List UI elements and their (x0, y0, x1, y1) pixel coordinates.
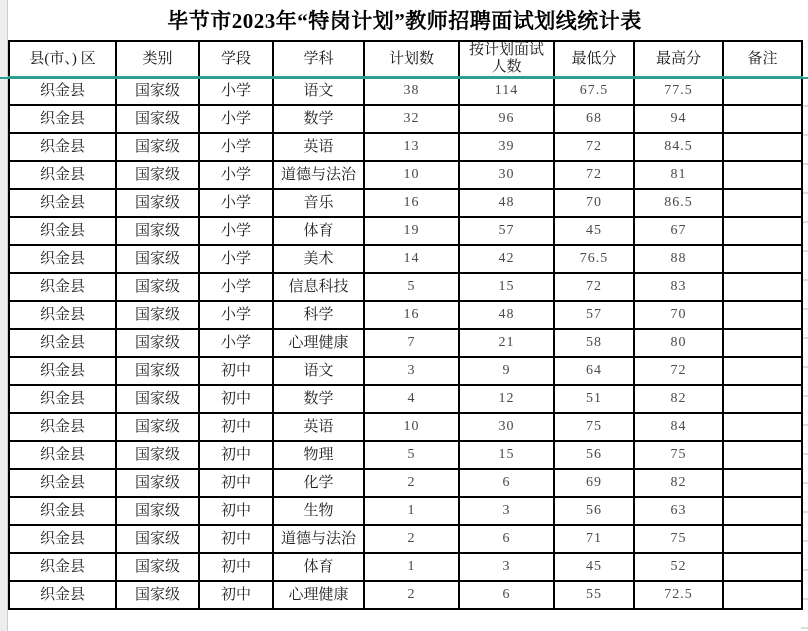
cell-county[interactable]: 织金县 (9, 77, 116, 105)
cell-max-score[interactable]: 75 (634, 441, 723, 469)
cell-interviewee-count[interactable]: 39 (459, 133, 554, 161)
cell-subject[interactable]: 物理 (273, 441, 364, 469)
cell-remark[interactable] (723, 553, 802, 581)
cell-category[interactable]: 国家级 (116, 497, 199, 525)
column-header-max-score[interactable]: 最高分 (634, 41, 723, 77)
cell-category[interactable]: 国家级 (116, 77, 199, 105)
cell-county[interactable]: 织金县 (9, 441, 116, 469)
cell-interviewee-count[interactable]: 3 (459, 497, 554, 525)
cell-remark[interactable] (723, 217, 802, 245)
cell-remark[interactable] (723, 301, 802, 329)
cell-category[interactable]: 国家级 (116, 273, 199, 301)
cell-subject[interactable]: 科学 (273, 301, 364, 329)
cell-min-score[interactable]: 72 (554, 161, 634, 189)
cell-max-score[interactable]: 86.5 (634, 189, 723, 217)
cell-subject[interactable]: 道德与法治 (273, 161, 364, 189)
cell-planned-count[interactable]: 16 (364, 301, 459, 329)
table-header (9, 41, 802, 77)
table-row (9, 525, 802, 553)
cell-subject[interactable]: 化学 (273, 469, 364, 497)
cell-min-score[interactable]: 76.5 (554, 245, 634, 273)
cell-max-score[interactable]: 81 (634, 161, 723, 189)
cell-min-score[interactable]: 69 (554, 469, 634, 497)
cell-stage[interactable]: 小学 (199, 329, 273, 357)
cell-remark[interactable] (723, 133, 802, 161)
cell-subject[interactable]: 数学 (273, 105, 364, 133)
cell-stage[interactable]: 小学 (199, 273, 273, 301)
cell-max-score[interactable]: 82 (634, 469, 723, 497)
table-row (9, 413, 802, 441)
cell-subject[interactable]: 心理健康 (273, 329, 364, 357)
column-header-category[interactable]: 类别 (116, 41, 199, 77)
cell-interviewee-count[interactable]: 6 (459, 581, 554, 609)
column-header-planned-count[interactable]: 计划数 (364, 41, 459, 77)
cell-stage[interactable]: 初中 (199, 497, 273, 525)
cell-stage[interactable]: 初中 (199, 441, 273, 469)
cell-remark[interactable] (723, 189, 802, 217)
cell-county[interactable]: 织金县 (9, 189, 116, 217)
cell-planned-count[interactable]: 4 (364, 385, 459, 413)
cell-max-score[interactable]: 84 (634, 413, 723, 441)
cell-county[interactable]: 织金县 (9, 553, 116, 581)
cell-stage[interactable]: 小学 (199, 77, 273, 105)
cell-planned-count[interactable]: 3 (364, 357, 459, 385)
table-row (9, 329, 802, 357)
cell-subject[interactable]: 体育 (273, 217, 364, 245)
cell-min-score[interactable]: 56 (554, 441, 634, 469)
table-body (9, 77, 802, 609)
cell-subject[interactable]: 英语 (273, 413, 364, 441)
cell-min-score[interactable]: 72 (554, 133, 634, 161)
statistics-table (8, 40, 803, 610)
cell-interviewee-count[interactable]: 9 (459, 357, 554, 385)
cell-planned-count[interactable]: 2 (364, 525, 459, 553)
cell-interviewee-count[interactable]: 3 (459, 553, 554, 581)
cell-subject[interactable]: 英语 (273, 133, 364, 161)
cell-stage[interactable]: 小学 (199, 161, 273, 189)
cell-category[interactable]: 国家级 (116, 245, 199, 273)
cell-interviewee-count[interactable]: 48 (459, 301, 554, 329)
cell-remark[interactable] (723, 245, 802, 273)
cell-interviewee-count[interactable]: 15 (459, 441, 554, 469)
cell-min-score[interactable]: 55 (554, 581, 634, 609)
cell-planned-count[interactable]: 7 (364, 329, 459, 357)
table-row (9, 105, 802, 133)
cell-subject[interactable]: 心理健康 (273, 581, 364, 609)
table-row (9, 161, 802, 189)
cell-remark[interactable] (723, 413, 802, 441)
cell-max-score[interactable]: 72.5 (634, 581, 723, 609)
cell-county[interactable]: 织金县 (9, 161, 116, 189)
cell-county[interactable]: 织金县 (9, 217, 116, 245)
cell-stage[interactable]: 初中 (199, 385, 273, 413)
table-row (9, 357, 802, 385)
cell-min-score[interactable]: 64 (554, 357, 634, 385)
cell-planned-count[interactable]: 14 (364, 245, 459, 273)
cell-stage[interactable]: 小学 (199, 217, 273, 245)
cell-category[interactable]: 国家级 (116, 553, 199, 581)
cell-planned-count[interactable]: 5 (364, 441, 459, 469)
cell-county[interactable]: 织金县 (9, 385, 116, 413)
cell-remark[interactable] (723, 497, 802, 525)
table-row (9, 217, 802, 245)
header-row (9, 41, 802, 77)
cell-county[interactable]: 织金县 (9, 581, 116, 609)
cell-category[interactable]: 国家级 (116, 217, 199, 245)
cell-min-score[interactable]: 58 (554, 329, 634, 357)
cell-max-score[interactable]: 63 (634, 497, 723, 525)
column-header-min-score[interactable]: 最低分 (554, 41, 634, 77)
cell-county[interactable]: 织金县 (9, 105, 116, 133)
cell-remark[interactable] (723, 161, 802, 189)
cell-min-score[interactable]: 75 (554, 413, 634, 441)
table-row (9, 301, 802, 329)
cell-county[interactable]: 织金县 (9, 413, 116, 441)
cell-interviewee-count[interactable]: 21 (459, 329, 554, 357)
cell-planned-count[interactable]: 16 (364, 189, 459, 217)
cell-max-score[interactable]: 75 (634, 525, 723, 553)
cell-max-score[interactable]: 67 (634, 217, 723, 245)
cell-stage[interactable]: 初中 (199, 413, 273, 441)
table-row (9, 441, 802, 469)
cell-interviewee-count[interactable]: 12 (459, 385, 554, 413)
cell-planned-count[interactable]: 1 (364, 553, 459, 581)
cell-interviewee-count[interactable]: 30 (459, 161, 554, 189)
cell-max-score[interactable]: 83 (634, 273, 723, 301)
cell-max-score[interactable]: 77.5 (634, 77, 723, 105)
cell-category[interactable]: 国家级 (116, 329, 199, 357)
cell-subject[interactable]: 语文 (273, 77, 364, 105)
cell-subject[interactable]: 生物 (273, 497, 364, 525)
cell-interviewee-count[interactable]: 48 (459, 189, 554, 217)
cell-county[interactable]: 织金县 (9, 245, 116, 273)
table-row (9, 77, 802, 105)
cell-max-score[interactable]: 84.5 (634, 133, 723, 161)
sheet-edge-strip-left (0, 0, 8, 631)
cell-category[interactable]: 国家级 (116, 133, 199, 161)
cell-min-score[interactable]: 67.5 (554, 77, 634, 105)
cell-category[interactable]: 国家级 (116, 161, 199, 189)
cell-min-score[interactable]: 45 (554, 217, 634, 245)
cell-stage[interactable]: 初中 (199, 581, 273, 609)
cell-interviewee-count[interactable]: 6 (459, 469, 554, 497)
cell-category[interactable]: 国家级 (116, 189, 199, 217)
cell-stage[interactable]: 初中 (199, 469, 273, 497)
freeze-pane-line (0, 77, 808, 79)
table-row (9, 469, 802, 497)
cell-interviewee-count[interactable]: 114 (459, 77, 554, 105)
cell-stage[interactable]: 小学 (199, 301, 273, 329)
cell-max-score[interactable]: 88 (634, 245, 723, 273)
cell-planned-count[interactable]: 13 (364, 133, 459, 161)
cell-planned-count[interactable]: 10 (364, 161, 459, 189)
cell-category[interactable]: 国家级 (116, 357, 199, 385)
cell-stage[interactable]: 小学 (199, 189, 273, 217)
cell-remark[interactable] (723, 581, 802, 609)
cell-min-score[interactable]: 71 (554, 525, 634, 553)
cell-min-score[interactable]: 72 (554, 273, 634, 301)
table-row (9, 497, 802, 525)
cell-stage[interactable]: 初中 (199, 553, 273, 581)
cell-county[interactable]: 织金县 (9, 301, 116, 329)
cell-planned-count[interactable]: 38 (364, 77, 459, 105)
cell-min-score[interactable]: 70 (554, 189, 634, 217)
cell-planned-count[interactable]: 5 (364, 273, 459, 301)
table-row (9, 189, 802, 217)
table-row (9, 553, 802, 581)
cell-interviewee-count[interactable]: 57 (459, 217, 554, 245)
cell-category[interactable]: 国家级 (116, 581, 199, 609)
cell-planned-count[interactable]: 2 (364, 469, 459, 497)
cell-remark[interactable] (723, 525, 802, 553)
column-header-subject[interactable]: 学科 (273, 41, 364, 77)
cell-max-score[interactable]: 70 (634, 301, 723, 329)
cell-max-score[interactable]: 52 (634, 553, 723, 581)
cell-planned-count[interactable]: 19 (364, 217, 459, 245)
cell-subject[interactable]: 信息科技 (273, 273, 364, 301)
cell-interviewee-count[interactable]: 42 (459, 245, 554, 273)
cell-stage[interactable]: 小学 (199, 133, 273, 161)
cell-remark[interactable] (723, 469, 802, 497)
cell-interviewee-count[interactable]: 96 (459, 105, 554, 133)
cell-interviewee-count[interactable]: 30 (459, 413, 554, 441)
table-row (9, 385, 802, 413)
cell-stage[interactable]: 小学 (199, 105, 273, 133)
cell-subject[interactable]: 数学 (273, 385, 364, 413)
cell-planned-count[interactable]: 10 (364, 413, 459, 441)
cell-category[interactable]: 国家级 (116, 385, 199, 413)
cell-county[interactable]: 织金县 (9, 357, 116, 385)
cell-min-score[interactable]: 57 (554, 301, 634, 329)
cell-subject[interactable]: 语文 (273, 357, 364, 385)
cell-county[interactable]: 织金县 (9, 469, 116, 497)
cell-category[interactable]: 国家级 (116, 413, 199, 441)
cell-remark[interactable] (723, 105, 802, 133)
cell-min-score[interactable]: 51 (554, 385, 634, 413)
cell-interviewee-count[interactable]: 6 (459, 525, 554, 553)
cell-subject[interactable]: 体育 (273, 553, 364, 581)
column-header-interviewee-count[interactable]: 按计划面试人数 (459, 41, 554, 77)
cell-county[interactable]: 织金县 (9, 133, 116, 161)
cell-remark[interactable] (723, 441, 802, 469)
cell-interviewee-count[interactable]: 15 (459, 273, 554, 301)
column-header-stage[interactable]: 学段 (199, 41, 273, 77)
cell-max-score[interactable]: 80 (634, 329, 723, 357)
table-row (9, 133, 802, 161)
cell-stage[interactable]: 初中 (199, 357, 273, 385)
cell-remark[interactable] (723, 385, 802, 413)
cell-planned-count[interactable]: 32 (364, 105, 459, 133)
cell-county[interactable]: 织金县 (9, 525, 116, 553)
cell-max-score[interactable]: 82 (634, 385, 723, 413)
table-row (9, 273, 802, 301)
cell-stage[interactable]: 小学 (199, 245, 273, 273)
cell-min-score[interactable]: 68 (554, 105, 634, 133)
table-row (9, 245, 802, 273)
cell-planned-count[interactable]: 2 (364, 581, 459, 609)
cell-remark[interactable] (723, 357, 802, 385)
cell-county[interactable]: 织金县 (9, 497, 116, 525)
cell-category[interactable]: 国家级 (116, 441, 199, 469)
cell-remark[interactable] (723, 77, 802, 105)
cell-county[interactable]: 织金县 (9, 329, 116, 357)
cell-remark[interactable] (723, 273, 802, 301)
column-header-remark[interactable]: 备注 (723, 41, 802, 77)
table-row (9, 581, 802, 609)
cell-subject[interactable]: 音乐 (273, 189, 364, 217)
cell-remark[interactable] (723, 329, 802, 357)
cell-min-score[interactable]: 45 (554, 553, 634, 581)
cell-max-score[interactable]: 72 (634, 357, 723, 385)
cell-category[interactable]: 国家级 (116, 525, 199, 553)
column-header-county[interactable]: 县(市、) 区 (9, 41, 116, 77)
page-title: 毕节市2023年“特岗计划”教师招聘面试划线统计表 (8, 0, 801, 40)
cell-category[interactable]: 国家级 (116, 301, 199, 329)
cell-category[interactable]: 国家级 (116, 469, 199, 497)
cell-category[interactable]: 国家级 (116, 105, 199, 133)
cell-max-score[interactable]: 94 (634, 105, 723, 133)
cell-planned-count[interactable]: 1 (364, 497, 459, 525)
cell-min-score[interactable]: 56 (554, 497, 634, 525)
cell-subject[interactable]: 道德与法治 (273, 525, 364, 553)
cell-subject[interactable]: 美术 (273, 245, 364, 273)
cell-stage[interactable]: 初中 (199, 525, 273, 553)
cell-county[interactable]: 织金县 (9, 273, 116, 301)
